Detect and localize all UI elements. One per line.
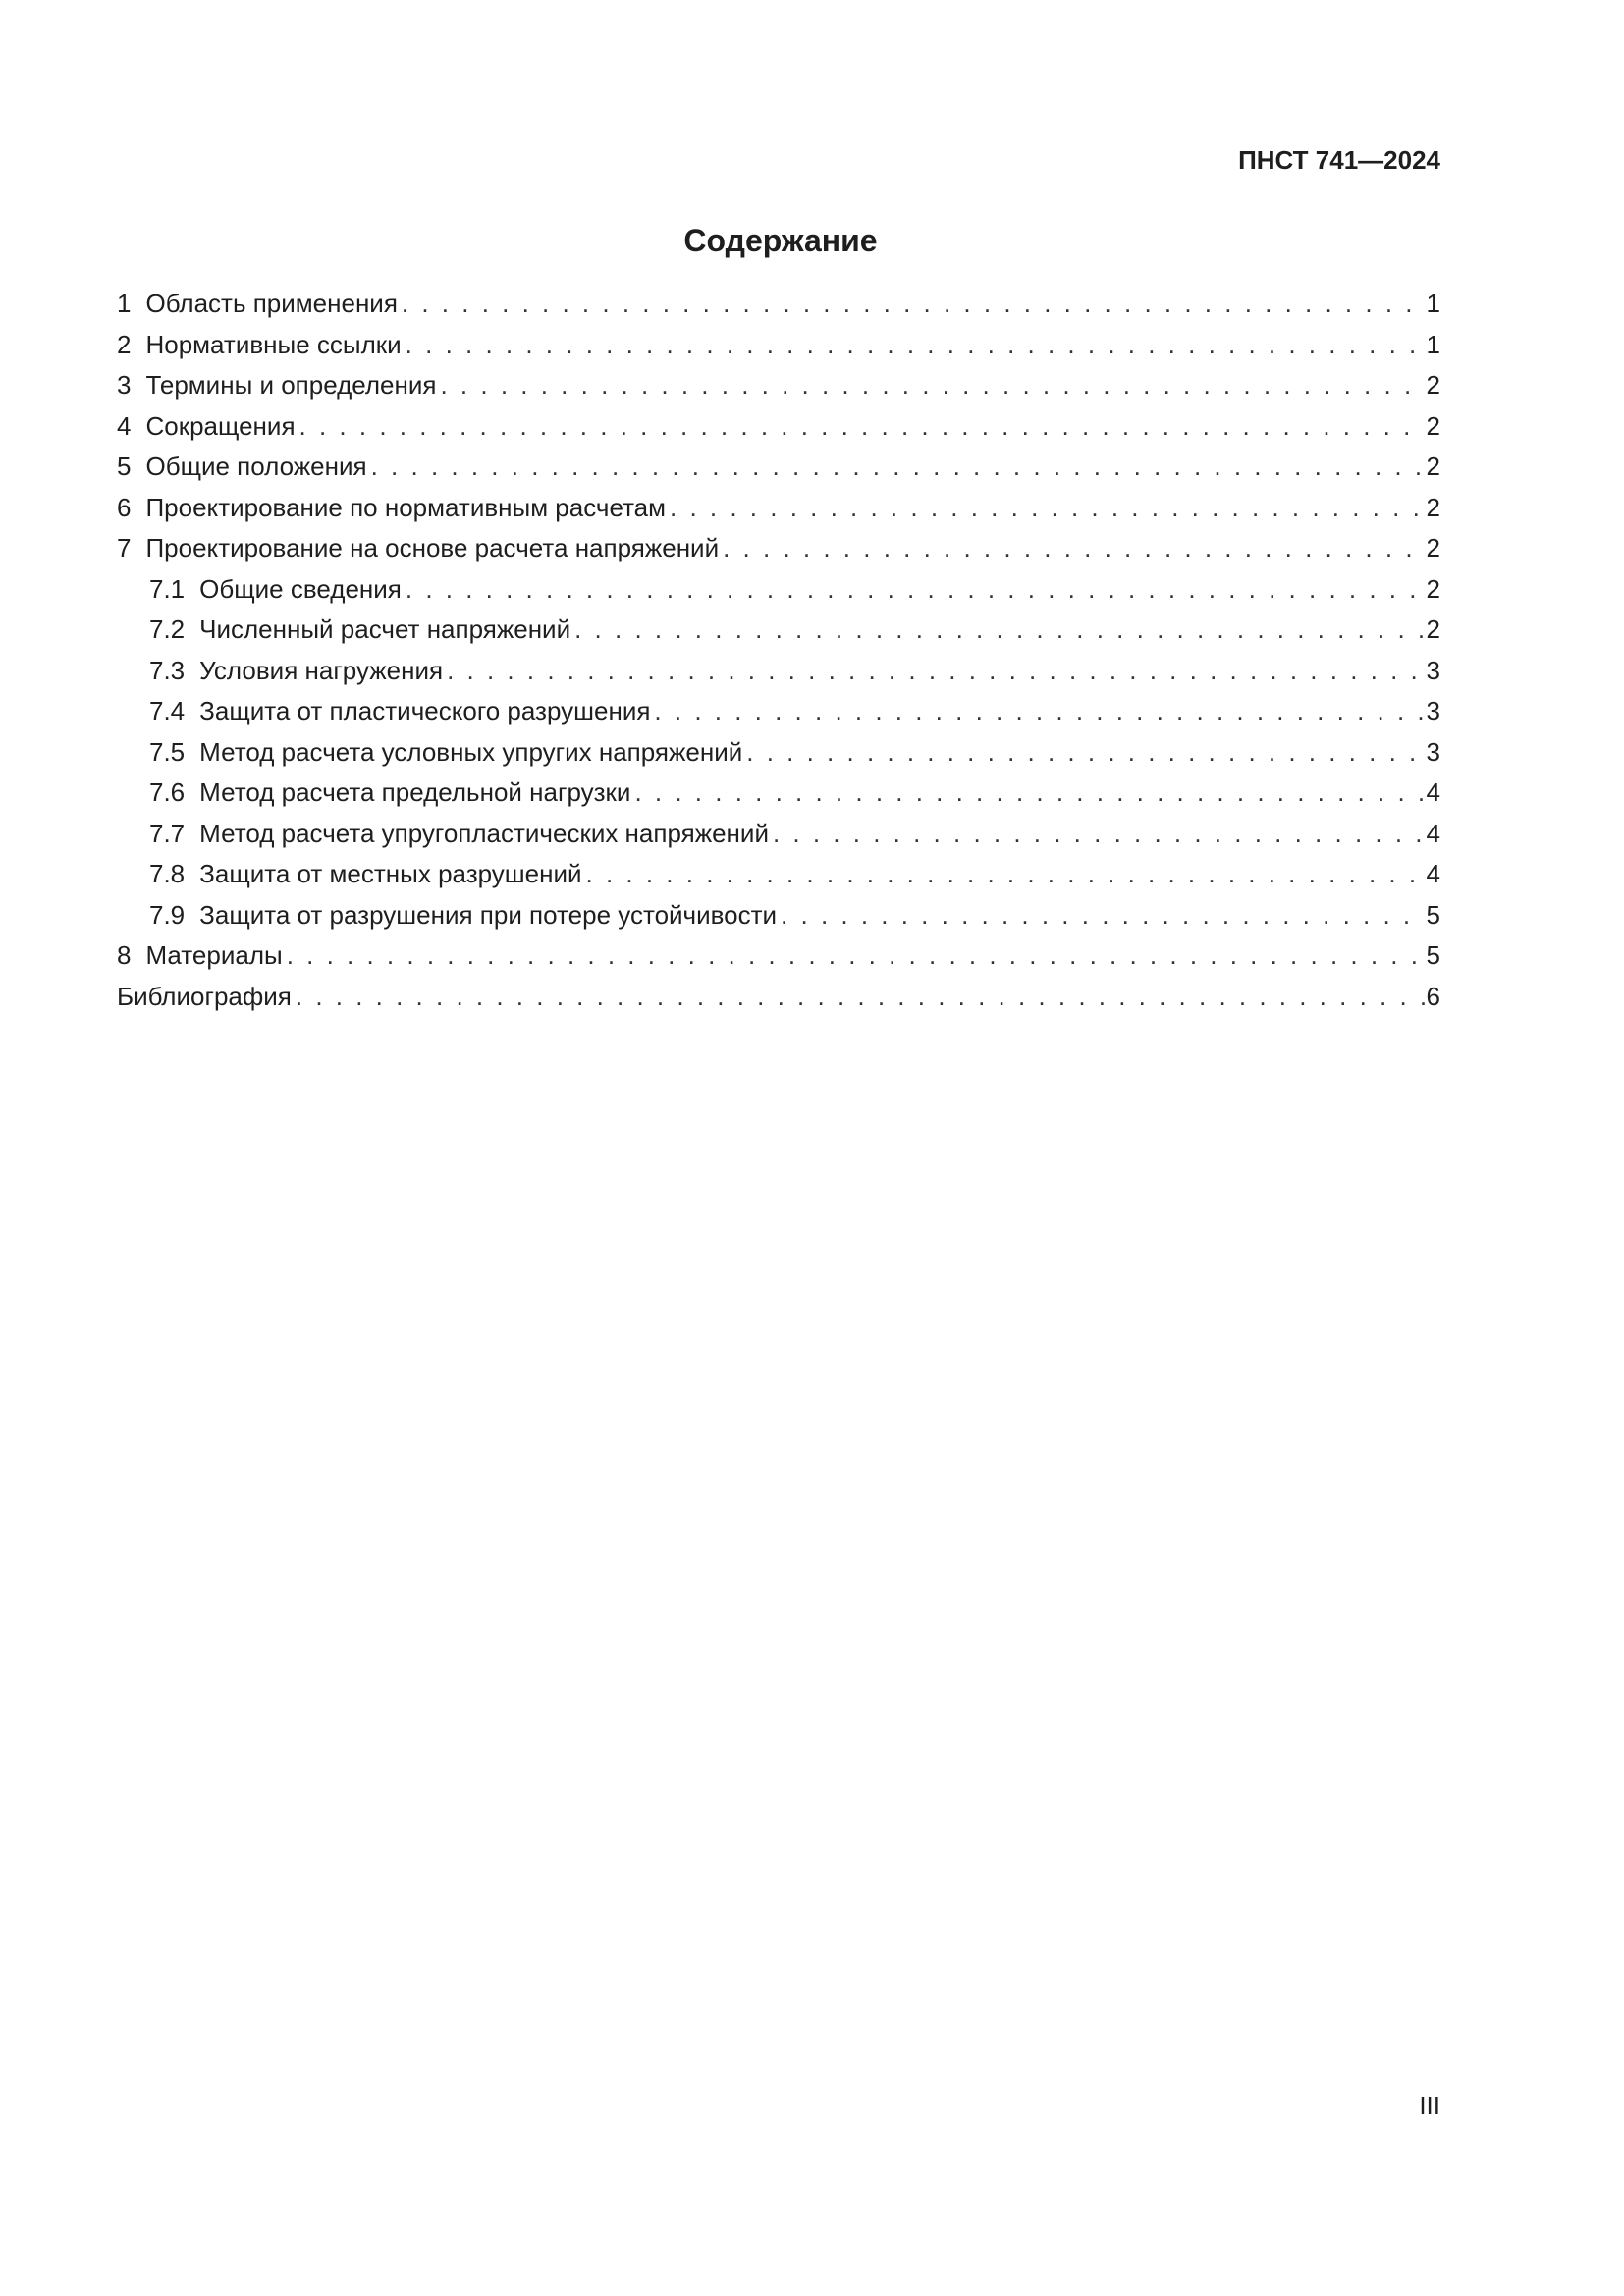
toc-entry[interactable] <box>117 651 1440 692</box>
toc-entry[interactable] <box>117 895 1440 936</box>
toc-entry-label: Термины и определения <box>145 370 437 400</box>
toc-dot-leader <box>287 935 1425 977</box>
toc-entry-label: Проектирование по нормативным расчетам <box>145 492 667 522</box>
toc-entry-number: 7.8 <box>149 859 186 888</box>
toc-dot-leader <box>440 365 1424 406</box>
toc-entry[interactable] <box>117 773 1440 814</box>
toc-entry-label: Область применения <box>145 289 398 318</box>
toc-entry-number: 7.9 <box>149 899 186 930</box>
toc-dot-leader <box>723 528 1424 569</box>
toc-entry-number: 7.4 <box>149 696 186 725</box>
toc-entry-label: Защита от пластического разрушения <box>199 696 651 725</box>
toc-entry-label: Условия нагружения <box>199 655 444 685</box>
toc-entry[interactable] <box>117 488 1440 529</box>
toc-entry-page: 3 <box>1426 655 1440 685</box>
toc-entry[interactable] <box>117 814 1440 855</box>
toc-entry-label: Библиография <box>117 981 292 1011</box>
toc-dot-leader <box>296 977 1425 1018</box>
toc-entry-number: 7.3 <box>149 655 186 685</box>
toc-dot-leader <box>574 610 1424 651</box>
toc-entry-number: 7.6 <box>149 777 186 807</box>
toc-entry[interactable] <box>117 325 1440 366</box>
toc-entry-number: 7.1 <box>149 573 186 604</box>
toc-dot-leader <box>773 814 1425 855</box>
toc-entry-page: 2 <box>1426 573 1440 604</box>
toc-dot-leader <box>781 895 1424 936</box>
toc-entry-label: Материалы <box>145 940 283 970</box>
toc-entry-page: 3 <box>1426 736 1440 767</box>
toc-entry-page: 6 <box>1426 981 1440 1011</box>
toc-entry-page: 2 <box>1426 533 1440 562</box>
table-of-contents <box>117 284 1440 1017</box>
toc-entry-label: Общие положения <box>145 452 367 481</box>
toc-entry-number: 3 <box>117 370 132 400</box>
toc-entry-label: Метод расчета предельной нагрузки <box>199 777 631 807</box>
toc-entry-page: 4 <box>1426 777 1440 807</box>
toc-entry-page: 1 <box>1426 329 1440 359</box>
toc-entry[interactable] <box>117 854 1440 895</box>
toc-dot-leader <box>586 854 1425 895</box>
toc-entry-label: Численный расчет напряжений <box>199 614 571 644</box>
toc-entry[interactable] <box>117 935 1440 977</box>
toc-entry-page: 3 <box>1426 696 1440 725</box>
toc-entry-page: 2 <box>1426 410 1440 441</box>
toc-entry-number: 7 <box>117 533 132 562</box>
toc-entry[interactable] <box>117 732 1440 774</box>
toc-entry-label: Защита от местных разрушений <box>199 859 582 888</box>
toc-entry-number: 7.7 <box>149 818 186 848</box>
toc-entry[interactable] <box>117 610 1440 651</box>
document-code: ПНСТ 741—2024 <box>1238 145 1440 175</box>
toc-dot-leader <box>406 325 1425 366</box>
toc-entry-number: 8 <box>117 940 132 970</box>
toc-entry-label: Защита от разрушения при потере устойчивости <box>199 899 778 930</box>
toc-entry[interactable] <box>117 365 1440 406</box>
toc-entry[interactable] <box>117 691 1440 732</box>
toc-dot-leader <box>746 732 1424 774</box>
toc-title: Содержание <box>683 223 878 258</box>
toc-entry-label: Сокращения <box>145 410 296 441</box>
toc-entry[interactable] <box>117 528 1440 569</box>
toc-entry[interactable] <box>117 284 1440 325</box>
toc-entry-label: Метод расчета условных упругих напряжений <box>199 736 743 767</box>
toc-entry-page: 5 <box>1426 899 1440 930</box>
toc-entry-label: Нормативные ссылки <box>145 329 402 359</box>
toc-dot-leader <box>634 773 1424 814</box>
toc-entry-page: 2 <box>1426 614 1440 644</box>
toc-entry[interactable] <box>117 977 1440 1018</box>
toc-entry-page: 4 <box>1426 859 1440 888</box>
toc-entry[interactable] <box>117 569 1440 611</box>
toc-dot-leader <box>371 447 1425 488</box>
toc-entry[interactable] <box>117 406 1440 448</box>
toc-dot-leader <box>406 569 1425 611</box>
toc-dot-leader <box>670 488 1425 529</box>
toc-entry-page: 2 <box>1426 370 1440 400</box>
toc-entry-number: 5 <box>117 452 132 481</box>
toc-entry-number: 2 <box>117 329 132 359</box>
toc-entry-page: 1 <box>1426 289 1440 318</box>
toc-dot-leader <box>402 284 1425 325</box>
toc-entry-label: Проектирование на основе расчета напряжений <box>145 533 720 562</box>
toc-entry-label: Метод расчета упругопластических напряжений <box>199 818 769 848</box>
toc-entry-number: 4 <box>117 410 132 441</box>
toc-dot-leader <box>654 691 1424 732</box>
toc-entry-page: 5 <box>1426 940 1440 970</box>
toc-entry-number: 7.2 <box>149 614 186 644</box>
toc-dot-leader <box>447 651 1424 692</box>
toc-entry[interactable] <box>117 447 1440 488</box>
toc-dot-leader <box>299 406 1425 448</box>
toc-entry-label: Общие сведения <box>199 573 402 604</box>
toc-entry-number: 1 <box>117 289 132 318</box>
toc-entry-page: 2 <box>1426 492 1440 522</box>
toc-entry-page: 4 <box>1426 818 1440 848</box>
toc-entry-page: 2 <box>1426 452 1440 481</box>
toc-entry-number: 6 <box>117 492 132 522</box>
toc-entry-number: 7.5 <box>149 736 186 767</box>
page-number: III <box>1419 2091 1440 2120</box>
